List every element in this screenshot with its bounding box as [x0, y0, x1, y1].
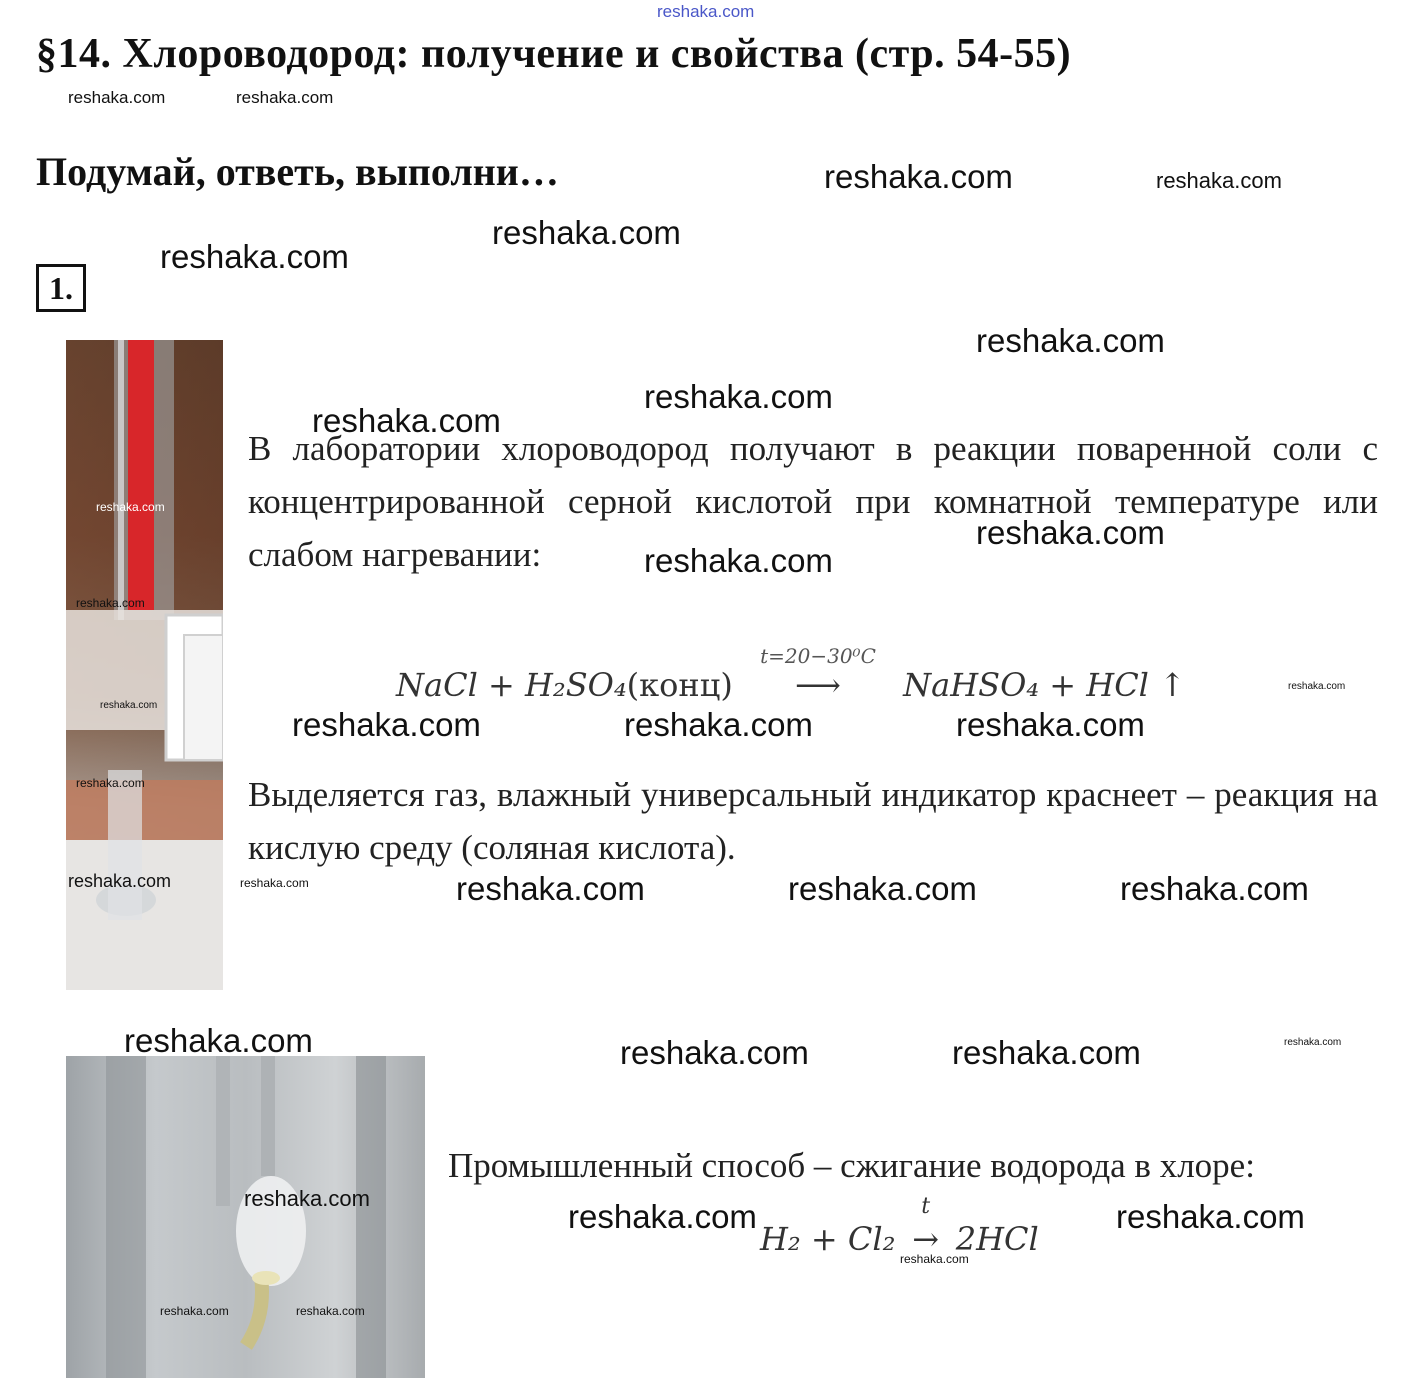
- watermark: reshaka.com: [76, 776, 145, 790]
- hydrogen-flame-photo: [66, 1056, 425, 1378]
- watermark: reshaka.com: [240, 876, 309, 890]
- watermark: reshaka.com: [76, 596, 145, 610]
- watermark: reshaka.com: [160, 238, 349, 275]
- equation-lab-reaction: [396, 644, 1186, 704]
- watermark: reshaka.com: [236, 88, 334, 107]
- eq1-reactants: NaCl + H₂SO₄: [396, 666, 627, 704]
- watermark: reshaka.com: [492, 214, 681, 251]
- eq1-products: NaHSO₄ + HCl ↑: [903, 666, 1186, 704]
- watermark: reshaka.com: [1156, 168, 1282, 193]
- watermark: reshaka.com: [976, 322, 1165, 359]
- eq1-arrow: [743, 644, 893, 704]
- watermark: reshaka.com: [824, 158, 1013, 195]
- watermark: reshaka.com: [952, 1034, 1141, 1071]
- eq2-reactants: H₂ + Cl₂: [760, 1220, 896, 1258]
- eq2-arrow-glyph: →: [912, 1220, 940, 1258]
- watermark: reshaka.com: [644, 378, 833, 415]
- watermark: reshaka.com: [620, 1034, 809, 1071]
- watermark: reshaka.com: [96, 500, 165, 514]
- watermark: reshaka.com: [1116, 1198, 1305, 1235]
- watermark: reshaka.com: [160, 1304, 229, 1318]
- paragraph-industrial-method: Промышленный способ – сжигание водорода в хлоре:: [448, 1146, 1255, 1185]
- section-subtitle: Подумай, ответь, выполни…: [36, 149, 559, 194]
- watermark: reshaka.com: [68, 871, 172, 891]
- watermark: reshaka.com: [788, 870, 977, 907]
- test-tube-illustration: [66, 340, 223, 990]
- watermark: reshaka.com: [956, 706, 1145, 743]
- watermark: reshaka.com: [100, 700, 158, 711]
- eq2-condition: t: [921, 1194, 931, 1219]
- watermark: reshaka.com: [624, 706, 813, 743]
- paragraph-lab-method: В лаборатории хлороводород получают в реакции поваренной соли с концентрированной серной кислотой при комнатной температуре или слабом нагревании:: [248, 429, 1378, 574]
- watermark: reshaka.com: [124, 1022, 313, 1059]
- watermark: reshaka.com: [568, 1198, 757, 1235]
- eq1-arrow-glyph: ⟶: [795, 666, 841, 704]
- watermark: reshaka.com: [296, 1304, 365, 1318]
- watermark: reshaka.com: [976, 514, 1165, 551]
- page-title: §14. Хлороводород: получение и свойства (стр. 54-55): [36, 31, 1072, 77]
- watermark: reshaka.com: [456, 870, 645, 907]
- task-number: 1.: [36, 264, 86, 312]
- burner-tube-illustration: [66, 1056, 425, 1378]
- watermark: reshaka.com: [1284, 1037, 1342, 1048]
- watermark: reshaka.com: [244, 1186, 370, 1211]
- watermark: reshaka.com: [312, 402, 501, 439]
- site-tag: reshaka.com: [657, 2, 755, 21]
- watermark: reshaka.com: [1288, 681, 1346, 692]
- eq2-products: 2HCl: [955, 1220, 1039, 1258]
- watermark: reshaka.com: [900, 1252, 969, 1266]
- eq1-condition: t=20−30⁰C: [760, 644, 876, 668]
- watermark: reshaka.com: [1120, 870, 1309, 907]
- watermark: reshaka.com: [644, 542, 833, 579]
- paragraph-observation: Выделяется газ, влажный универсальный индикатор краснеет – реакция на кислую среду (соляная кислота).: [248, 775, 1378, 867]
- watermark: reshaka.com: [68, 88, 166, 107]
- eq1-reactant-note: (конц): [626, 666, 733, 704]
- test-tube-photo: [66, 340, 223, 990]
- watermark: reshaka.com: [292, 706, 481, 743]
